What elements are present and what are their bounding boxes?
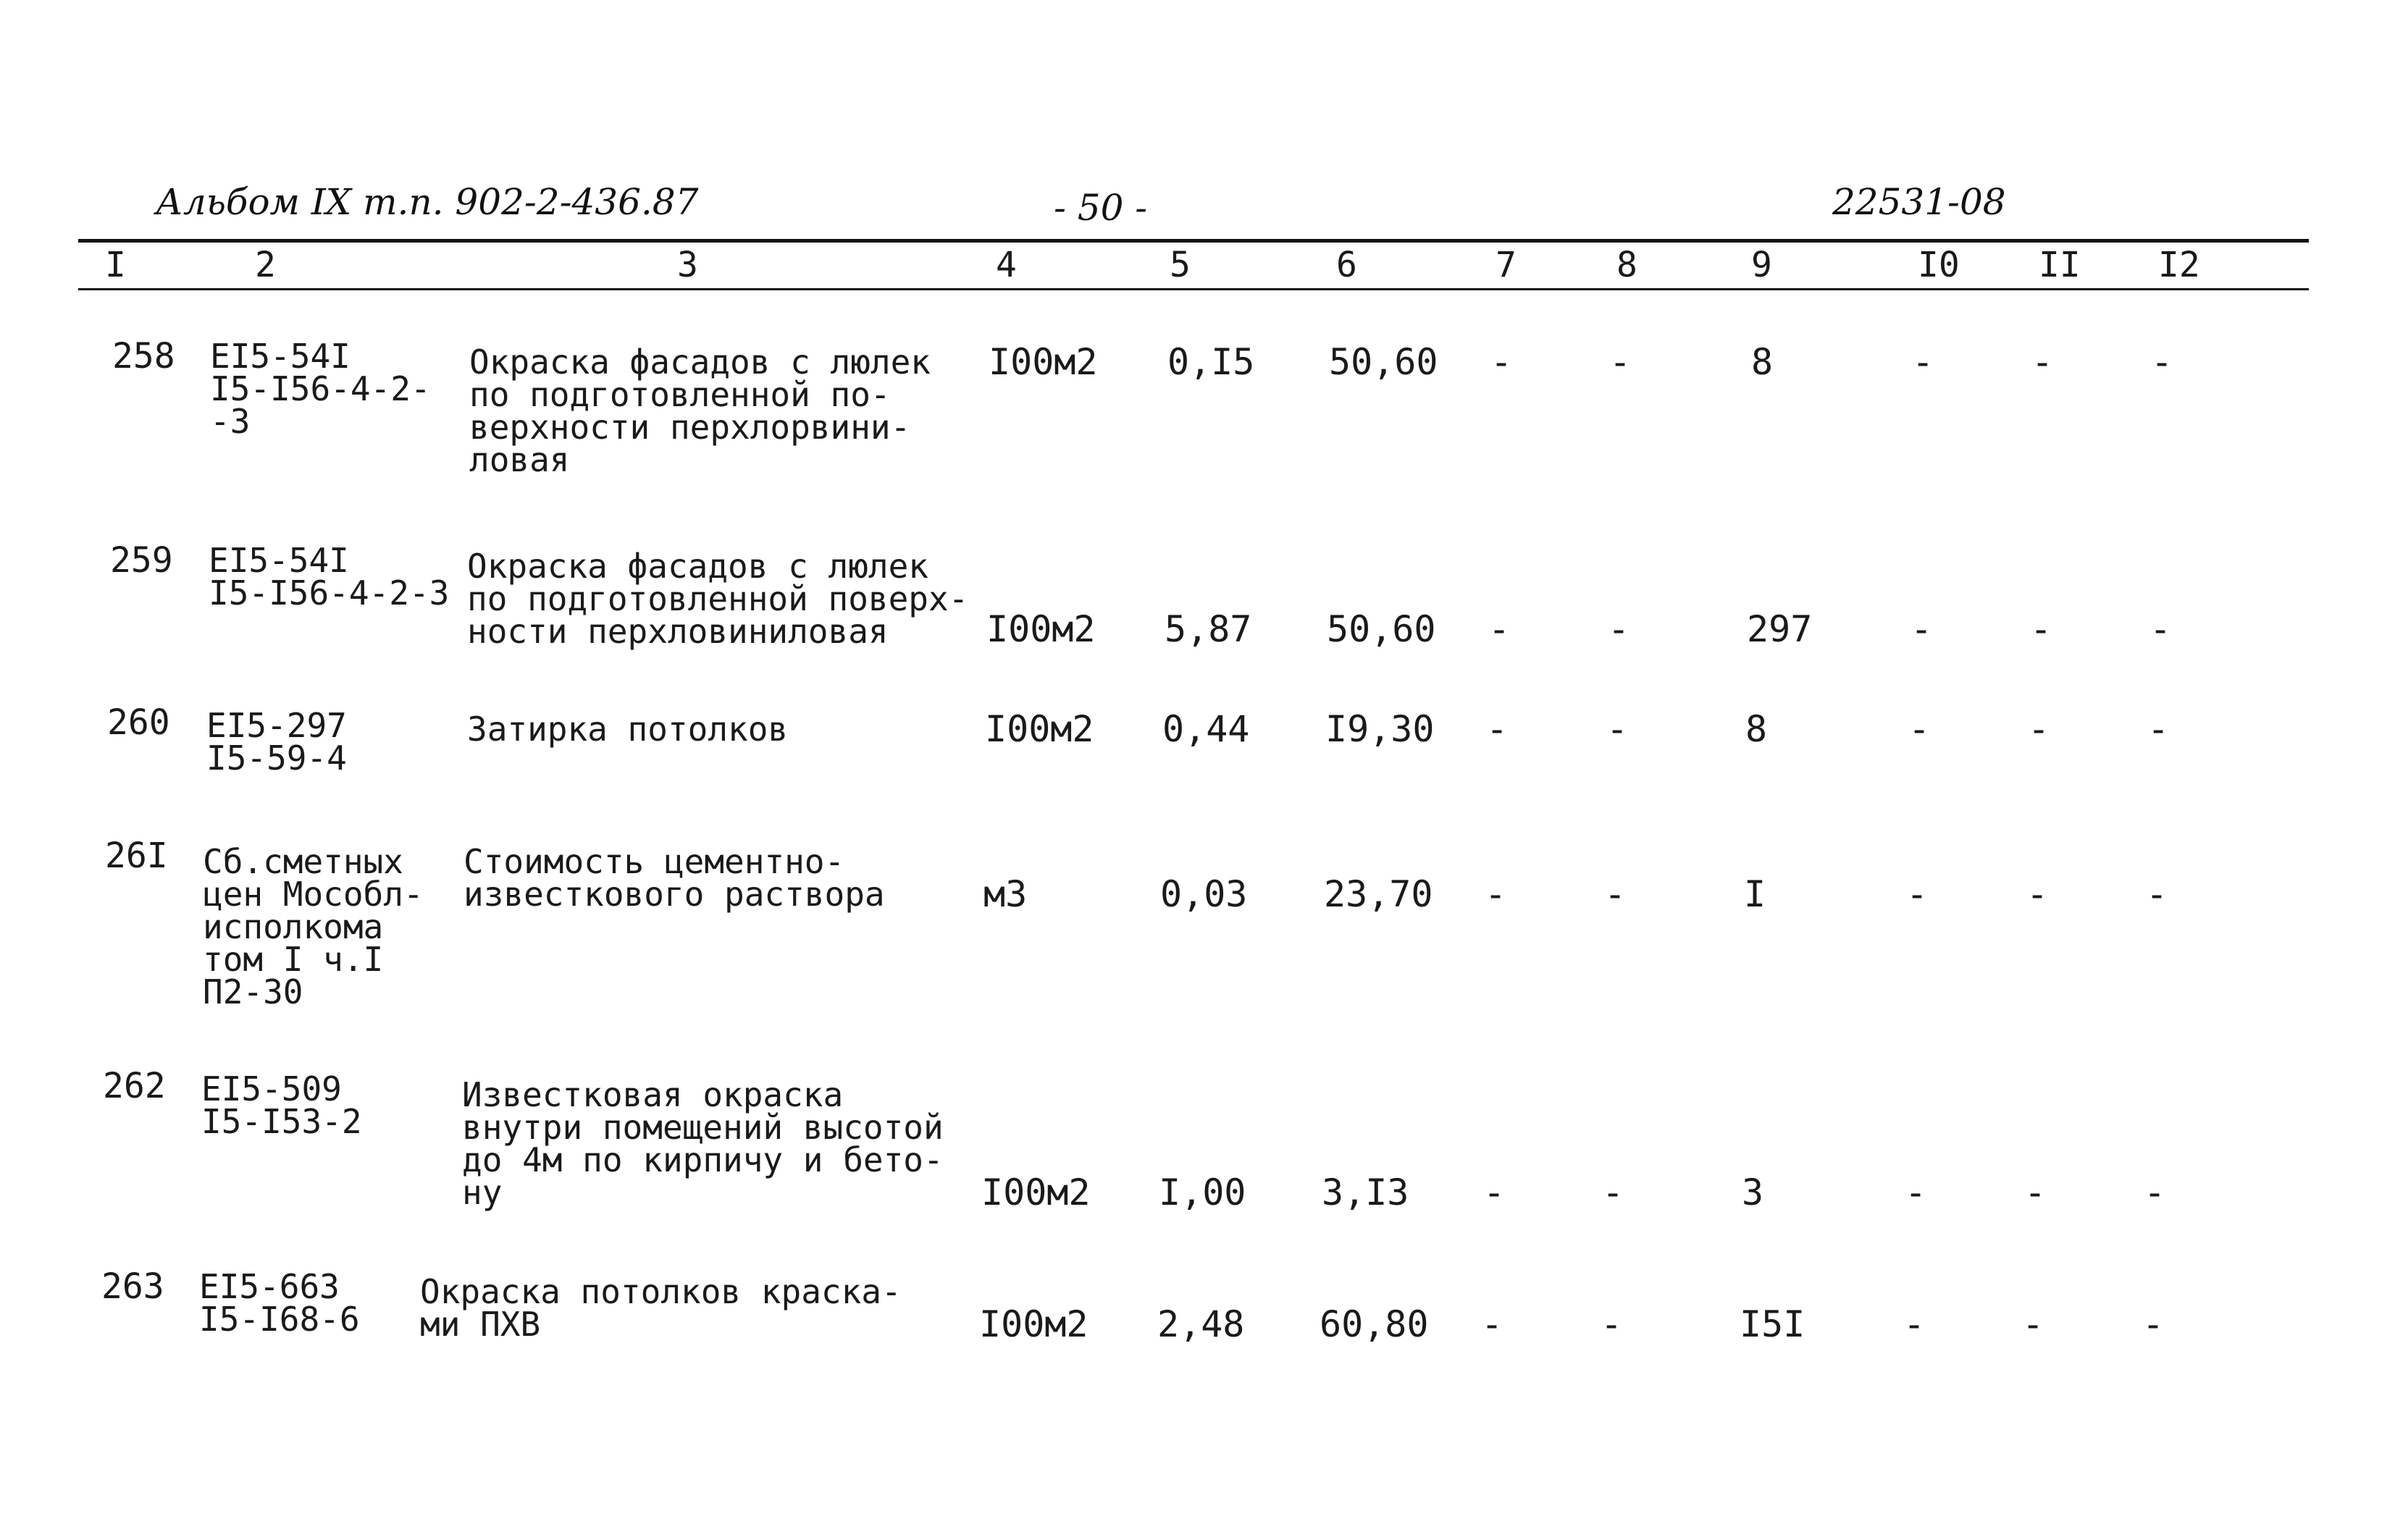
document-code: 22531-08	[1832, 181, 2006, 223]
row-description: Стоимость цементно- известкового раствора	[464, 842, 885, 914]
row-col10: -	[1906, 873, 1929, 915]
row-description: Окраска фасадов с люлек по подготовленной по- верхности перхлорвини- ловая	[469, 342, 931, 479]
row-price: 50,60	[1329, 341, 1438, 383]
row-col9: 3	[1742, 1171, 1764, 1213]
column-number-5: 5	[1170, 245, 1191, 285]
row-col8: -	[1601, 1303, 1623, 1345]
row-code: EI5-297 I5-59-4	[206, 706, 347, 778]
row-unit: I00м2	[981, 1171, 1091, 1213]
row-number: 258	[112, 336, 175, 376]
row-col7: -	[1483, 1171, 1506, 1213]
row-col12: -	[2146, 873, 2168, 915]
row-col12: -	[2151, 341, 2173, 383]
row-col12: -	[2142, 1303, 2165, 1345]
row-col10: -	[1910, 608, 1933, 650]
row-col7: -	[1486, 708, 1509, 750]
row-col8: -	[1606, 708, 1629, 750]
row-col11: -	[2024, 1171, 2047, 1213]
row-col9: 8	[1751, 341, 1774, 383]
column-number-10: I0	[1918, 245, 1960, 285]
row-description: Известковая окраска внутри помещений высотой до 4м по кирпичу и бето- ну	[462, 1075, 944, 1212]
row-col11: -	[2031, 341, 2054, 383]
row-number: 260	[107, 702, 170, 743]
row-quantity: 0,I5	[1167, 341, 1255, 383]
row-col7: -	[1485, 873, 1507, 915]
row-code: EI5-54I I5-I56-4-2- -3	[210, 337, 431, 441]
row-col11: -	[2028, 708, 2050, 750]
column-number-1: I	[105, 245, 126, 285]
page-number: - 50 -	[1054, 187, 1148, 229]
row-quantity: 0,03	[1160, 873, 1248, 915]
row-number: 26I	[105, 836, 168, 876]
column-number-11: II	[2039, 245, 2081, 285]
row-col11: -	[2030, 608, 2052, 650]
row-col9: I	[1744, 873, 1766, 915]
row-col8: -	[1609, 341, 1632, 383]
header-rule	[78, 239, 2309, 243]
row-col10: -	[1905, 1171, 1927, 1213]
row-number: 263	[101, 1266, 164, 1307]
row-code: EI5-509 I5-I53-2	[201, 1069, 362, 1141]
row-col9: 8	[1745, 708, 1768, 750]
row-col10: -	[1903, 1303, 1926, 1345]
row-quantity: 0,44	[1162, 708, 1250, 750]
row-col9: I5I	[1740, 1303, 1805, 1345]
row-description: Затирка потолков	[467, 710, 789, 749]
row-code: Сб.сметных цен Мособл- исполкома том I ч.I П2-30	[203, 842, 424, 1011]
column-number-2: 2	[255, 245, 276, 285]
row-price: I9,30	[1325, 708, 1435, 750]
row-quantity: I,00	[1159, 1171, 1246, 1213]
album-label: Альбом IX т.п. 902-2-436.87	[156, 181, 699, 223]
row-price: 60,80	[1320, 1303, 1429, 1345]
row-unit: I00м2	[979, 1303, 1089, 1345]
column-number-3: 3	[677, 245, 698, 285]
column-number-6: 6	[1336, 245, 1357, 285]
column-number-7: 7	[1496, 245, 1517, 285]
row-col8: -	[1602, 1171, 1624, 1213]
row-description: Окраска потолков краска- ми ПХВ	[420, 1272, 902, 1344]
row-col7: -	[1490, 341, 1513, 383]
row-price: 3,I3	[1322, 1171, 1409, 1213]
row-number: 259	[110, 540, 173, 581]
row-col7: -	[1488, 608, 1511, 650]
row-description: Окраска фасадов с люлек по подготовленной поверх- ности перхловиниловая	[467, 547, 969, 651]
row-col7: -	[1481, 1303, 1503, 1345]
row-number: 262	[103, 1066, 166, 1106]
row-col11: -	[2026, 873, 2049, 915]
row-col11: -	[2022, 1303, 2044, 1345]
row-code: EI5-663 I5-I68-6	[199, 1267, 360, 1339]
row-code: EI5-54I I5-I56-4-2-3	[209, 541, 450, 613]
row-col9: 297	[1747, 608, 1813, 650]
row-col12: -	[2147, 708, 2170, 750]
row-col10: -	[1912, 341, 1934, 383]
row-price: 50,60	[1327, 608, 1436, 650]
column-header-rule	[78, 288, 2309, 290]
row-quantity: 5,87	[1165, 608, 1252, 650]
row-col10: -	[1908, 708, 1931, 750]
row-unit: I00м2	[989, 341, 1098, 383]
row-price: 23,70	[1324, 873, 1433, 915]
row-col12: -	[2144, 1171, 2166, 1213]
row-col8: -	[1604, 873, 1627, 915]
column-number-9: 9	[1751, 245, 1772, 285]
column-number-8: 8	[1616, 245, 1637, 285]
row-quantity: 2,48	[1157, 1303, 1245, 1345]
row-unit: I00м2	[985, 708, 1094, 750]
column-number-4: 4	[996, 245, 1017, 285]
row-unit: м3	[983, 873, 1028, 915]
row-unit: I00м2	[986, 608, 1096, 650]
row-col12: -	[2149, 608, 2172, 650]
row-col8: -	[1608, 608, 1630, 650]
column-number-12: I2	[2158, 245, 2200, 285]
